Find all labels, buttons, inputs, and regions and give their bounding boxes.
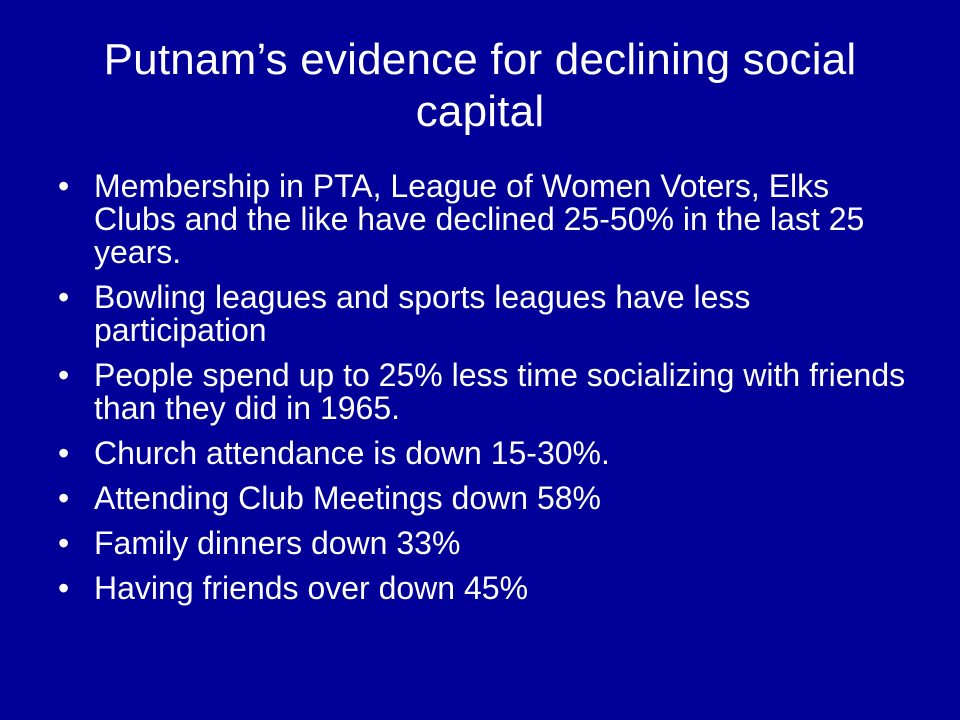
bullet-text: Attending Club Meetings down 58% bbox=[94, 480, 601, 516]
bullet-list bbox=[58, 170, 908, 617]
bullet-text: Having friends over down 45% bbox=[94, 570, 529, 606]
bullet-text: People spend up to 25% less time socializing with friends than they did in 1965. bbox=[94, 357, 906, 426]
bullet-item bbox=[58, 170, 908, 269]
bullet-text: Membership in PTA, League of Women Voters, Elks Clubs and the like have declined 25-50% in the last 25 years. bbox=[94, 168, 865, 270]
bullet-marker: • bbox=[58, 570, 70, 606]
bullet-text: Family dinners down 33% bbox=[94, 525, 461, 561]
bullet-marker: • bbox=[58, 168, 70, 204]
bullet-marker: • bbox=[58, 357, 70, 393]
bullet-item bbox=[58, 437, 908, 470]
bullet-item bbox=[58, 359, 908, 425]
bullet-marker: • bbox=[58, 480, 70, 516]
bullet-item bbox=[58, 281, 908, 347]
bullet-item bbox=[58, 527, 908, 560]
bullet-item bbox=[58, 482, 908, 515]
bullet-item bbox=[58, 572, 908, 605]
bullet-marker: • bbox=[58, 279, 70, 315]
bullet-marker: • bbox=[58, 435, 70, 471]
bullet-text: Church attendance is down 15-30%. bbox=[94, 435, 610, 471]
bullet-marker: • bbox=[58, 525, 70, 561]
bullet-text: Bowling leagues and sports leagues have less participation bbox=[94, 279, 751, 348]
slide-title: Putnam’s evidence for declining social capital bbox=[103, 35, 857, 136]
